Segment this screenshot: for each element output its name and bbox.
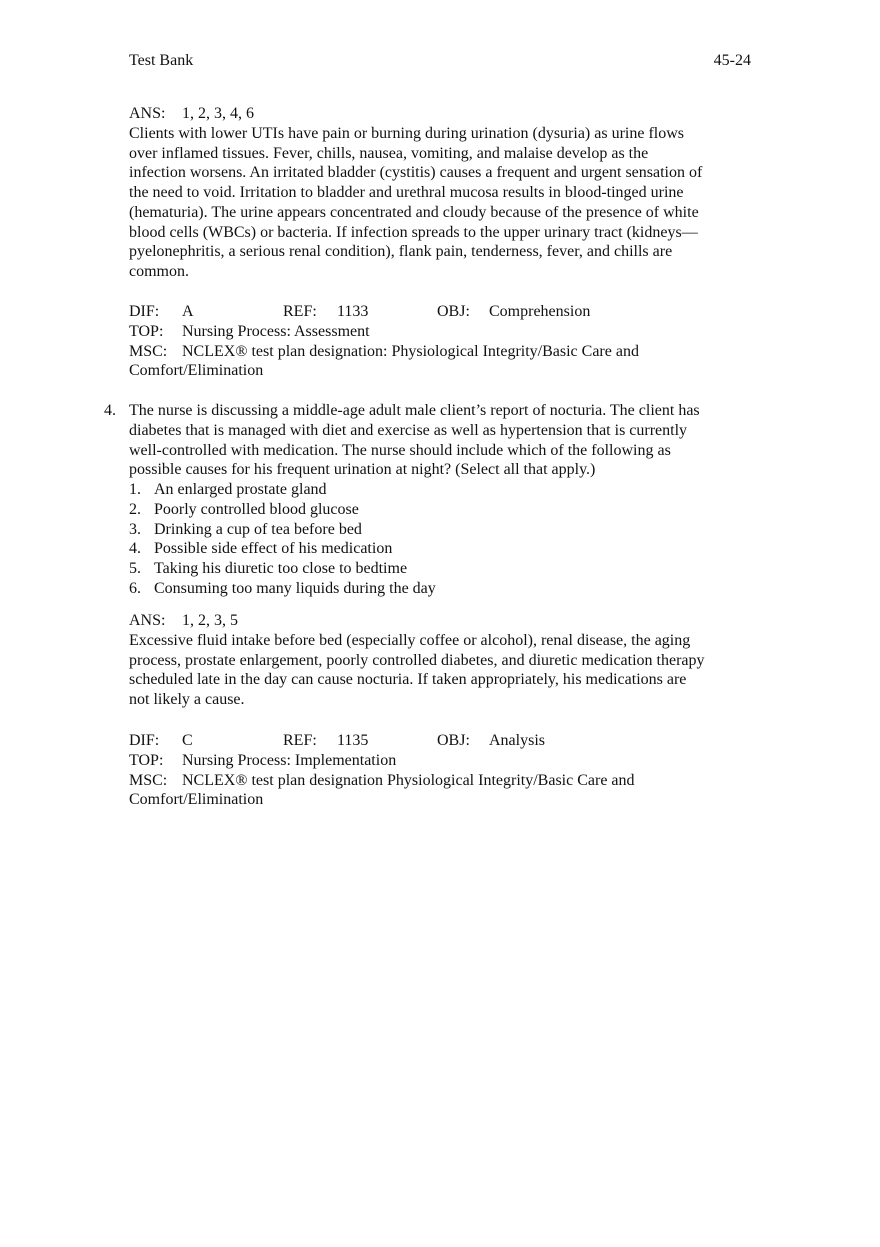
rationale-line: not likely a cause. xyxy=(129,691,245,708)
question-stem-line: possible causes for his frequent urination at night? (Select all that apply.) xyxy=(129,461,596,479)
rationale-line: over inflamed tissues. Fever, chills, nausea, vomiting, and malaise develop as the xyxy=(129,144,649,162)
rationale-line: the need to void. Irritation to bladder and urethral mucosa results in blood-tinged urine xyxy=(129,184,684,201)
option-item xyxy=(129,579,759,599)
options-list xyxy=(129,480,759,599)
dif-label: DIF: xyxy=(129,732,160,749)
option-item xyxy=(129,480,759,500)
dif-value: C xyxy=(182,732,193,749)
option-item xyxy=(129,500,759,520)
option-item xyxy=(129,559,759,579)
rationale-line: Excessive fluid intake before bed (especially coffee or alcohol), renal disease, the aging xyxy=(129,631,691,649)
obj-label: OBJ: xyxy=(437,303,470,320)
msc-value-continued: Comfort/Elimination xyxy=(129,791,264,809)
ref-value: 1135 xyxy=(337,732,369,749)
ans-label: ANS: xyxy=(129,105,166,122)
option-number: 1. xyxy=(129,481,141,498)
question-4 xyxy=(104,401,759,599)
msc-value: NCLEX® test plan designation: Physiological Integrity/Basic Care and xyxy=(182,342,639,360)
answer-line xyxy=(129,104,759,124)
rationale-line: scheduled late in the day can cause nocturia. If taken appropriately, his medications are xyxy=(129,671,687,689)
option-text: Drinking a cup of tea before bed xyxy=(154,520,362,538)
rationale-line: pyelonephritis, a serious renal condition), flank pain, tenderness, fever, and chills are xyxy=(129,243,673,261)
answer-line xyxy=(129,611,759,631)
msc-label: MSC: xyxy=(129,771,168,789)
rationale xyxy=(129,124,759,282)
option-text: Poorly controlled blood glucose xyxy=(154,500,359,518)
option-item xyxy=(129,539,759,559)
q3-answer-section xyxy=(129,104,759,282)
msc-value: NCLEX® test plan designation Physiological Integrity/Basic Care and xyxy=(182,771,635,789)
ref-value: 1133 xyxy=(337,303,369,320)
page-number: 45-24 xyxy=(713,52,751,69)
rationale-line: (hematuria). The urine appears concentrated and cloudy because of the presence of white xyxy=(129,203,699,221)
dif-label: DIF: xyxy=(129,303,160,320)
obj-value: Comprehension xyxy=(489,303,591,320)
msc-label: MSC: xyxy=(129,342,168,360)
rationale-line: process, prostate enlargement, poorly controlled diabetes, and diuretic medication therapy xyxy=(129,651,705,669)
running-header-title: Test Bank xyxy=(129,52,194,69)
question-stem-line: The nurse is discussing a middle-age adult male client’s report of nocturia. The client has xyxy=(129,402,700,419)
msc-value-continued: Comfort/Elimination xyxy=(129,362,264,380)
rationale-line: common. xyxy=(129,263,189,280)
option-number: 4. xyxy=(129,540,141,558)
rationale-line: infection worsens. An irritated bladder (cystitis) causes a frequent and urgent sensation of xyxy=(129,164,703,182)
q4-answer-section xyxy=(129,611,759,710)
ref-label: REF: xyxy=(283,732,317,749)
option-item xyxy=(129,520,759,540)
option-text: Possible side effect of his medication xyxy=(154,540,393,558)
top-value: Nursing Process: Assessment xyxy=(182,322,370,340)
option-text: An enlarged prostate gland xyxy=(154,481,327,498)
top-label: TOP: xyxy=(129,751,164,769)
top-label: TOP: xyxy=(129,322,164,340)
ref-label: REF: xyxy=(283,303,317,320)
option-number: 3. xyxy=(129,520,141,538)
q3-metadata xyxy=(129,302,759,381)
option-text: Consuming too many liquids during the day xyxy=(154,579,436,597)
question-number: 4. xyxy=(104,402,116,419)
rationale-line: blood cells (WBCs) or bacteria. If infection spreads to the upper urinary tract (kidneys— xyxy=(129,223,698,241)
obj-label: OBJ: xyxy=(437,732,470,749)
ans-value: 1, 2, 3, 4, 6 xyxy=(182,105,254,122)
obj-value: Analysis xyxy=(489,732,545,749)
option-number: 6. xyxy=(129,579,141,597)
option-text: Taking his diuretic too close to bedtime xyxy=(154,560,408,577)
ans-value: 1, 2, 3, 5 xyxy=(182,612,238,629)
option-number: 5. xyxy=(129,560,141,577)
dif-value: A xyxy=(182,303,194,320)
rationale-line: Clients with lower UTIs have pain or burning during urination (dysuria) as urine flows xyxy=(129,124,684,142)
top-value: Nursing Process: Implementation xyxy=(182,751,397,769)
ans-label: ANS: xyxy=(129,612,166,629)
question-stem-line: well-controlled with medication. The nurse should include which of the following as xyxy=(129,441,671,459)
option-number: 2. xyxy=(129,500,141,518)
question-stem-line: diabetes that is managed with diet and exercise as well as hypertension that is currently xyxy=(129,421,688,439)
q4-metadata xyxy=(129,731,759,810)
